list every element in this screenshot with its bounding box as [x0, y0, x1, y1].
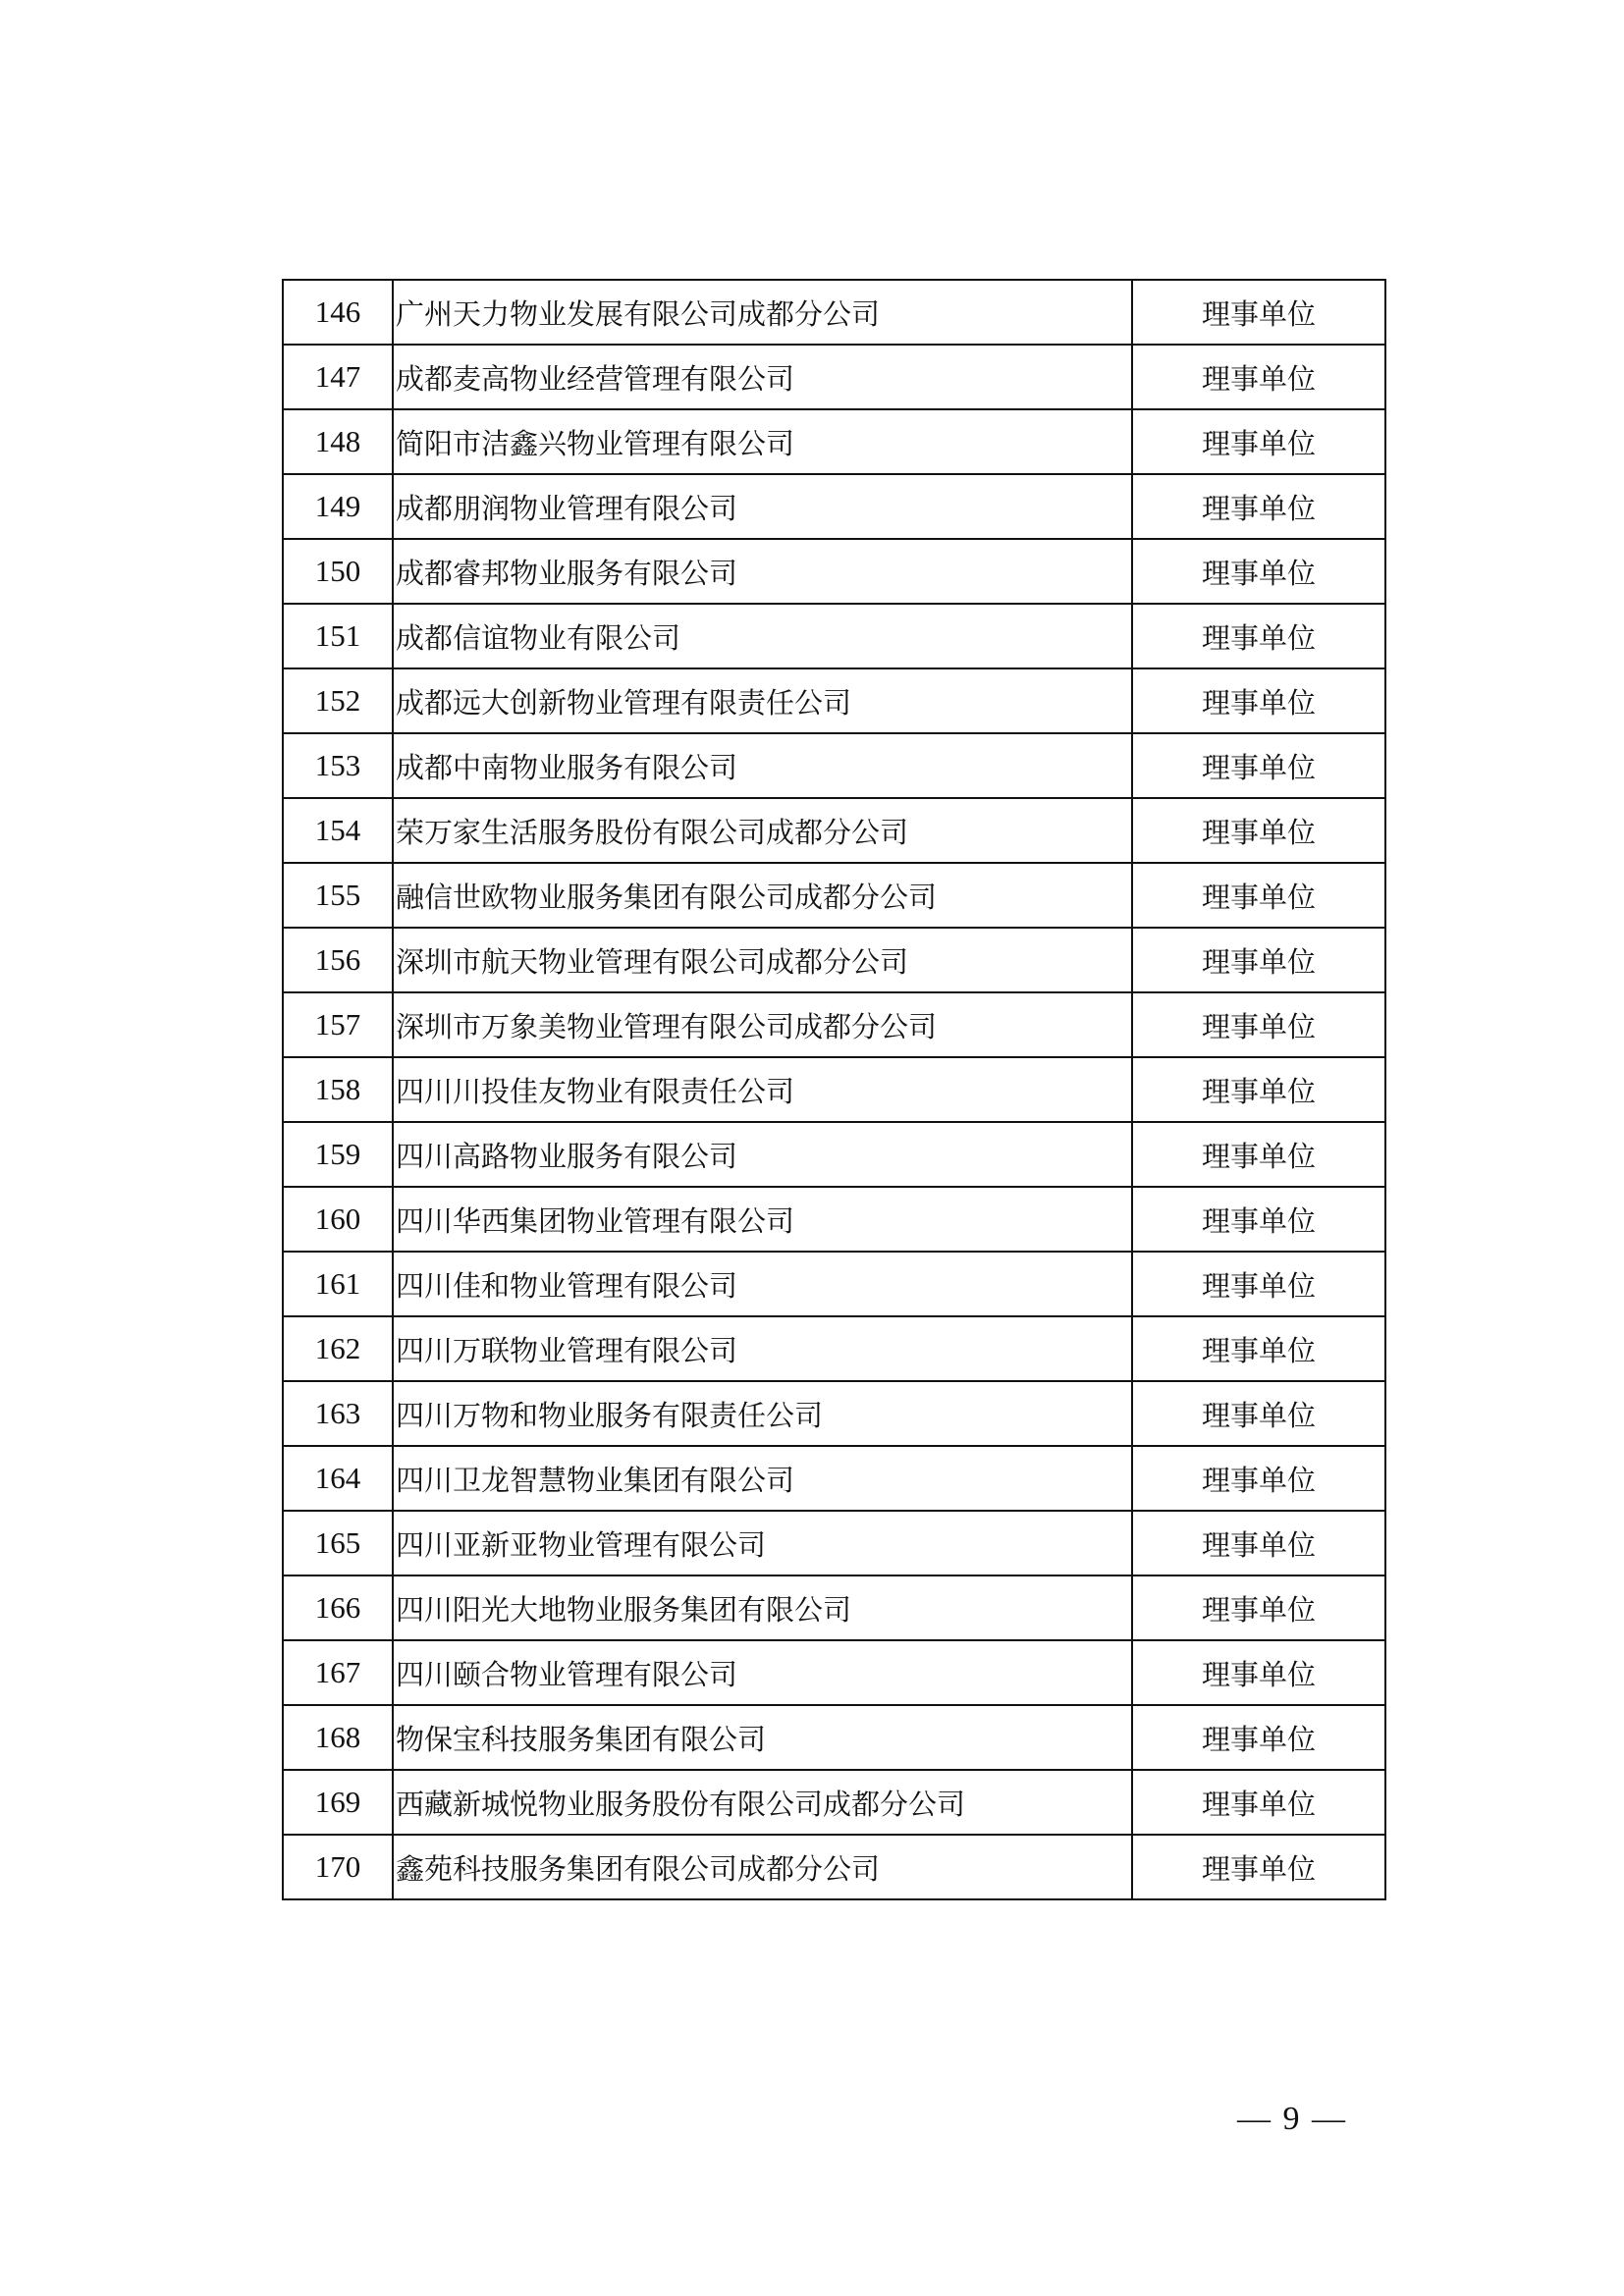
table-row: [283, 604, 1385, 668]
member-role: 理事单位: [1132, 1122, 1385, 1187]
row-number: 152: [283, 668, 393, 733]
company-name: 成都信谊物业有限公司: [393, 604, 1132, 668]
member-role: 理事单位: [1132, 1187, 1385, 1252]
row-number: 159: [283, 1122, 393, 1187]
member-role: 理事单位: [1132, 1575, 1385, 1640]
table-row: [283, 1381, 1385, 1446]
member-role: 理事单位: [1132, 280, 1385, 345]
table-row: [283, 928, 1385, 992]
company-name: 成都睿邦物业服务有限公司: [393, 539, 1132, 604]
company-name: 四川亚新亚物业管理有限公司: [393, 1511, 1132, 1575]
member-role: 理事单位: [1132, 1835, 1385, 1899]
member-role: 理事单位: [1132, 1705, 1385, 1770]
company-name: 鑫苑科技服务集团有限公司成都分公司: [393, 1835, 1132, 1899]
company-name: 四川阳光大地物业服务集团有限公司: [393, 1575, 1132, 1640]
member-role: 理事单位: [1132, 992, 1385, 1057]
row-number: 154: [283, 798, 393, 863]
member-role: 理事单位: [1132, 1057, 1385, 1122]
row-number: 161: [283, 1252, 393, 1316]
company-name: 四川万联物业管理有限公司: [393, 1316, 1132, 1381]
member-role: 理事单位: [1132, 1770, 1385, 1835]
table-row: [283, 1316, 1385, 1381]
row-number: 160: [283, 1187, 393, 1252]
member-role: 理事单位: [1132, 539, 1385, 604]
table-row: [283, 1446, 1385, 1511]
row-number: 149: [283, 474, 393, 539]
table-row: [283, 280, 1385, 345]
company-name: 融信世欧物业服务集团有限公司成都分公司: [393, 863, 1132, 928]
table-row: [283, 1252, 1385, 1316]
row-number: 147: [283, 345, 393, 409]
company-name: 深圳市万象美物业管理有限公司成都分公司: [393, 992, 1132, 1057]
row-number: 150: [283, 539, 393, 604]
row-number: 156: [283, 928, 393, 992]
member-role: 理事单位: [1132, 1381, 1385, 1446]
page-number: — 9 —: [1237, 2101, 1347, 2137]
row-number: 162: [283, 1316, 393, 1381]
company-name: 成都麦高物业经营管理有限公司: [393, 345, 1132, 409]
row-number: 168: [283, 1705, 393, 1770]
table-row: [283, 863, 1385, 928]
table-row: [283, 1122, 1385, 1187]
table-row: [283, 1187, 1385, 1252]
member-role: 理事单位: [1132, 1446, 1385, 1511]
table-row: [283, 992, 1385, 1057]
table-row: [283, 539, 1385, 604]
member-role: 理事单位: [1132, 863, 1385, 928]
table-row: [283, 474, 1385, 539]
company-name: 深圳市航天物业管理有限公司成都分公司: [393, 928, 1132, 992]
member-role: 理事单位: [1132, 798, 1385, 863]
company-name: 成都朋润物业管理有限公司: [393, 474, 1132, 539]
member-table: [282, 279, 1386, 1900]
row-number: 153: [283, 733, 393, 798]
member-role: 理事单位: [1132, 409, 1385, 474]
member-role: 理事单位: [1132, 928, 1385, 992]
table-row: [283, 409, 1385, 474]
row-number: 155: [283, 863, 393, 928]
table-row: [283, 1770, 1385, 1835]
member-role: 理事单位: [1132, 604, 1385, 668]
table-row: [283, 733, 1385, 798]
row-number: 146: [283, 280, 393, 345]
table-row: [283, 1575, 1385, 1640]
company-name: 物保宝科技服务集团有限公司: [393, 1705, 1132, 1770]
table-row: [283, 1511, 1385, 1575]
table-row: [283, 1057, 1385, 1122]
company-name: 成都远大创新物业管理有限责任公司: [393, 668, 1132, 733]
row-number: 148: [283, 409, 393, 474]
company-name: 四川高路物业服务有限公司: [393, 1122, 1132, 1187]
company-name: 成都中南物业服务有限公司: [393, 733, 1132, 798]
table-row: [283, 668, 1385, 733]
member-role: 理事单位: [1132, 345, 1385, 409]
company-name: 四川佳和物业管理有限公司: [393, 1252, 1132, 1316]
row-number: 164: [283, 1446, 393, 1511]
member-role: 理事单位: [1132, 1511, 1385, 1575]
table-row: [283, 345, 1385, 409]
table-row: [283, 1705, 1385, 1770]
table-row: [283, 1835, 1385, 1899]
row-number: 157: [283, 992, 393, 1057]
member-role: 理事单位: [1132, 668, 1385, 733]
table-row: [283, 1640, 1385, 1705]
member-role: 理事单位: [1132, 474, 1385, 539]
row-number: 163: [283, 1381, 393, 1446]
member-table-body: [283, 280, 1385, 1899]
company-name: 西藏新城悦物业服务股份有限公司成都分公司: [393, 1770, 1132, 1835]
table-row: [283, 798, 1385, 863]
company-name: 荣万家生活服务股份有限公司成都分公司: [393, 798, 1132, 863]
company-name: 简阳市洁鑫兴物业管理有限公司: [393, 409, 1132, 474]
row-number: 170: [283, 1835, 393, 1899]
company-name: 广州天力物业发展有限公司成都分公司: [393, 280, 1132, 345]
company-name: 四川华西集团物业管理有限公司: [393, 1187, 1132, 1252]
company-name: 四川卫龙智慧物业集团有限公司: [393, 1446, 1132, 1511]
row-number: 166: [283, 1575, 393, 1640]
row-number: 165: [283, 1511, 393, 1575]
company-name: 四川万物和物业服务有限责任公司: [393, 1381, 1132, 1446]
row-number: 169: [283, 1770, 393, 1835]
row-number: 151: [283, 604, 393, 668]
company-name: 四川颐合物业管理有限公司: [393, 1640, 1132, 1705]
row-number: 158: [283, 1057, 393, 1122]
member-role: 理事单位: [1132, 1640, 1385, 1705]
member-role: 理事单位: [1132, 1316, 1385, 1381]
row-number: 167: [283, 1640, 393, 1705]
member-role: 理事单位: [1132, 733, 1385, 798]
company-name: 四川川投佳友物业有限责任公司: [393, 1057, 1132, 1122]
member-role: 理事单位: [1132, 1252, 1385, 1316]
